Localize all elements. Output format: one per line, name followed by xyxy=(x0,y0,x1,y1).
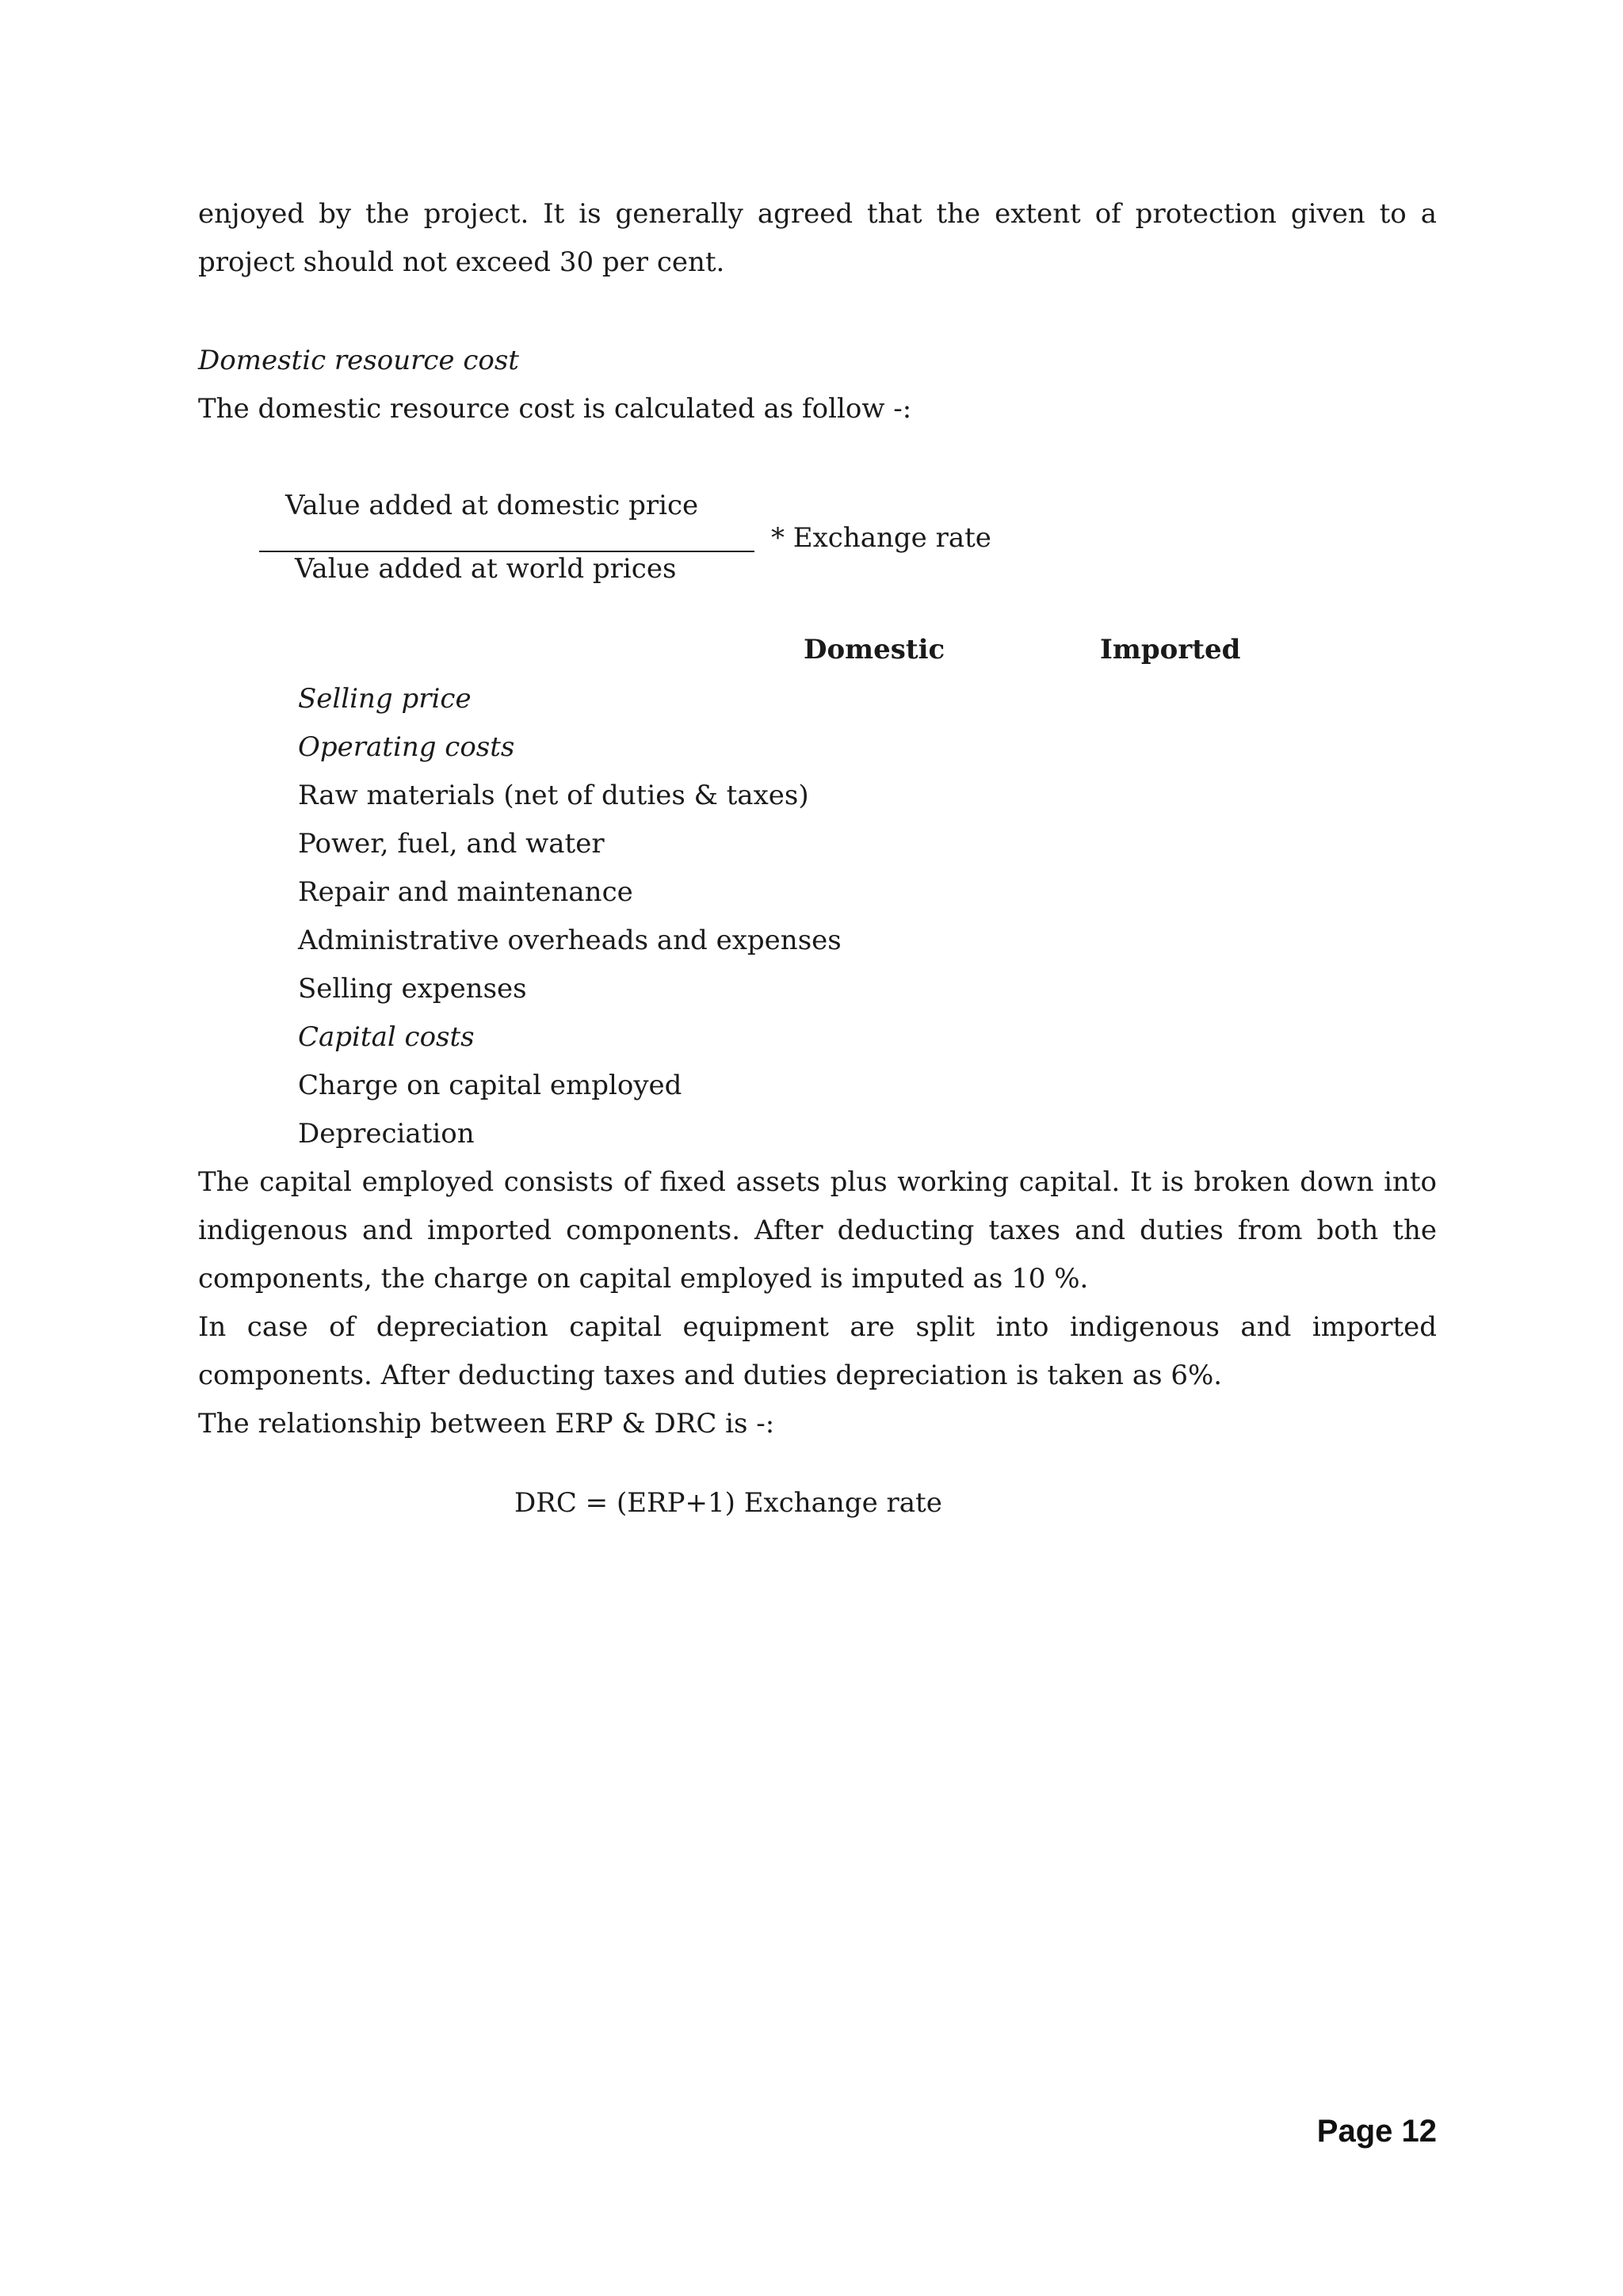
row-charge-capital: Charge on capital employed xyxy=(298,1070,682,1101)
drc-heading: Domestic resource cost xyxy=(198,345,519,376)
header-domestic: Domestic xyxy=(804,634,945,666)
fraction-bar xyxy=(259,551,754,552)
row-operating-costs: Operating costs xyxy=(298,731,515,763)
drc-equation: DRC = (ERP+1) Exchange rate xyxy=(514,1487,942,1519)
intro-paragraph: enjoyed by the project. It is generally agreed that the extent of protection given to a project should not exceed 30 per cent. xyxy=(198,198,1437,278)
row-power-fuel-water: Power, fuel, and water xyxy=(298,828,605,860)
row-selling-expenses: Selling expenses xyxy=(298,973,527,1005)
row-repair-maintenance: Repair and maintenance xyxy=(298,876,633,908)
formula-multiplier: * Exchange rate xyxy=(771,522,991,554)
formula-numerator: Value added at domestic price xyxy=(285,490,699,521)
row-raw-materials: Raw materials (net of duties & taxes) xyxy=(298,780,809,811)
row-capital-costs: Capital costs xyxy=(298,1021,475,1053)
page-number: Page 12 xyxy=(1316,2114,1437,2149)
row-selling-price: Selling price xyxy=(298,683,472,715)
formula-denominator: Value added at world prices xyxy=(295,553,677,585)
drc-intro: The domestic resource cost is calculated as follow -: xyxy=(198,393,912,425)
header-imported: Imported xyxy=(1100,634,1241,666)
relationship-line: The relationship between ERP & DRC is -: xyxy=(198,1408,775,1440)
capital-paragraph: The capital employed consists of fixed assets plus working capital. It is broken down into indigenous and imported components. After deducting taxes and duties from both the components, the charge on capital employed is imputed as 10 %. xyxy=(198,1166,1437,1295)
row-depreciation: Depreciation xyxy=(298,1118,475,1150)
row-admin-overheads: Administrative overheads and expenses xyxy=(298,925,842,956)
depreciation-paragraph: In case of depreciation capital equipment are split into indigenous and imported components. After deducting taxes and duties depreciation is taken as 6%. xyxy=(198,1311,1437,1391)
